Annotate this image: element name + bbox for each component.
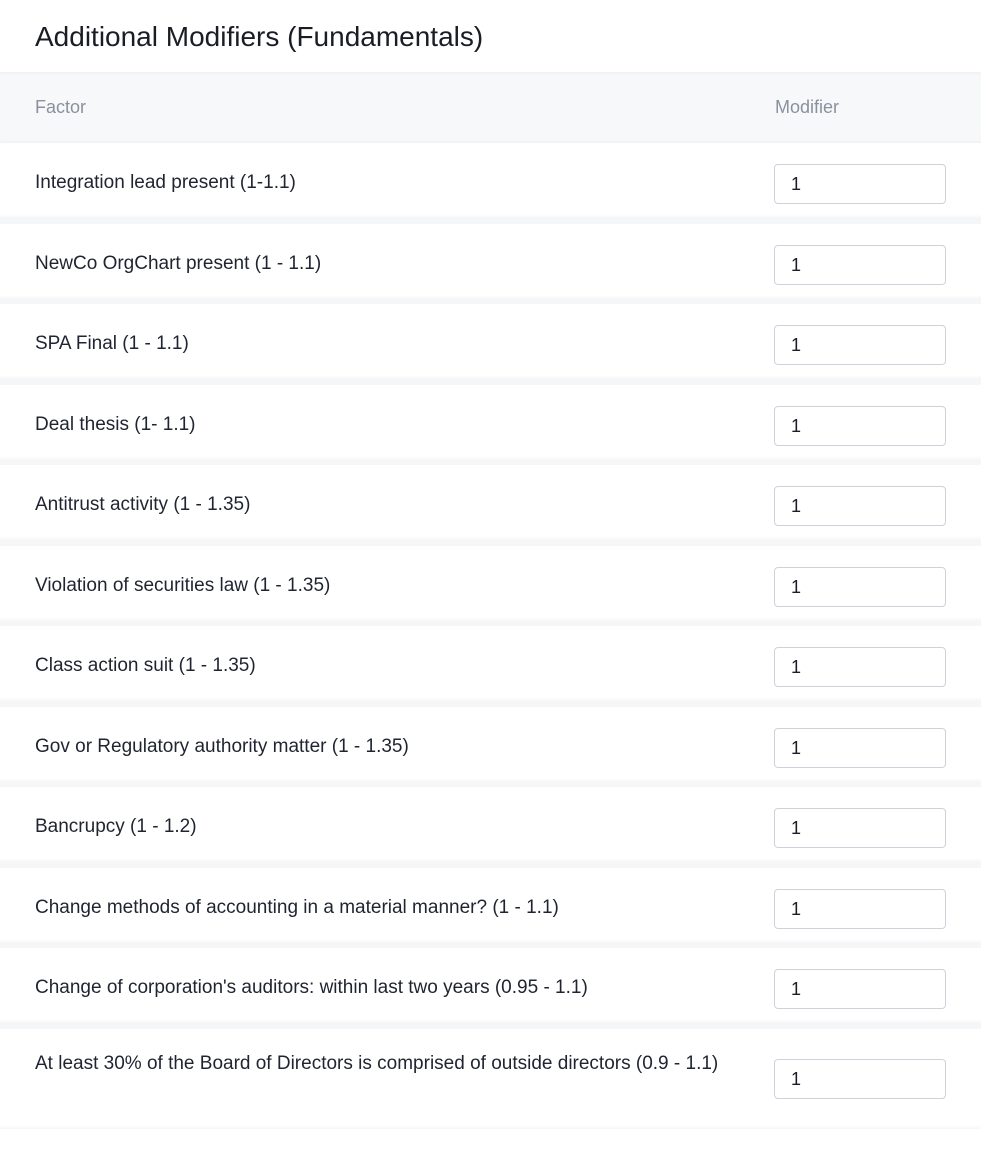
card-title: Additional Modifiers (Fundamentals) <box>35 21 484 52</box>
table-row <box>0 465 981 540</box>
modifier-column-header: Modifier <box>775 97 840 117</box>
factor-label: Gov or Regulatory authority matter (1 - 1.35) <box>35 736 409 757</box>
modifier-input[interactable] <box>774 486 946 526</box>
modifier-input[interactable] <box>774 245 946 285</box>
factor-label: Bancrupcy (1 - 1.2) <box>35 816 197 837</box>
table-row <box>0 224 981 299</box>
table-row <box>0 868 981 943</box>
table-row <box>0 787 981 862</box>
factor-label: Violation of securities law (1 - 1.35) <box>35 575 331 596</box>
modifier-input[interactable] <box>774 406 946 446</box>
table-row <box>0 626 981 701</box>
factor-label: Change methods of accounting in a material manner? (1 - 1.1) <box>35 897 559 918</box>
factor-label: Antitrust activity (1 - 1.35) <box>35 494 251 515</box>
factor-label: Integration lead present (1-1.1) <box>35 172 296 193</box>
table-row <box>0 143 981 218</box>
table-row <box>0 385 981 460</box>
factor-label: Change of corporation's auditors: within last two years (0.95 - 1.1) <box>35 977 588 998</box>
modifier-input[interactable] <box>774 969 946 1009</box>
factor-label: Class action suit (1 - 1.35) <box>35 655 256 676</box>
table-row <box>0 1029 981 1129</box>
modifier-input[interactable] <box>774 164 946 204</box>
table-header <box>0 72 981 143</box>
factor-label: SPA Final (1 - 1.1) <box>35 333 189 354</box>
modifier-input[interactable] <box>774 325 946 365</box>
factor-label: At least 30% of the Board of Directors is comprised of outside directors (0.9 - 1.1) <box>35 1053 719 1074</box>
table-row <box>0 304 981 379</box>
table-row <box>0 707 981 782</box>
modifier-input[interactable] <box>774 728 946 768</box>
factor-label: NewCo OrgChart present (1 - 1.1) <box>35 253 322 274</box>
modifier-input[interactable] <box>774 647 946 687</box>
modifier-input[interactable] <box>774 889 946 929</box>
modifier-input[interactable] <box>774 808 946 848</box>
card-header <box>0 0 981 72</box>
table-row <box>0 546 981 621</box>
modifier-input[interactable] <box>774 1059 946 1099</box>
table-row <box>0 948 981 1023</box>
factor-column-header: Factor <box>35 97 87 117</box>
modifier-input[interactable] <box>774 567 946 607</box>
factor-label: Deal thesis (1- 1.1) <box>35 414 196 435</box>
